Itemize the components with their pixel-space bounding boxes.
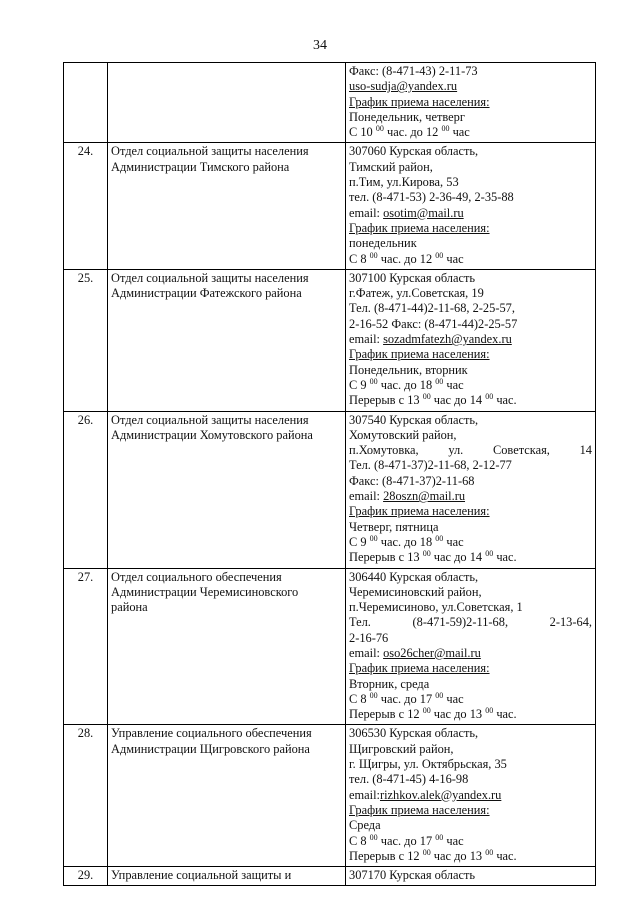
table-body [64,63,596,886]
info-line: 306530 Курская область, [349,726,479,741]
superscript-minutes: 00 [369,533,378,543]
info-line: г.Фатеж, ул.Советская, 19 [349,286,484,301]
word: (8-471-59)2-11-68, [412,615,509,630]
superscript-minutes: 00 [369,250,378,260]
email-link[interactable]: oso26cher@mail.ru [383,645,481,660]
info-line: Понедельник, вторник [349,362,468,377]
social-protection-directory-table [63,62,596,886]
row-number [64,63,108,143]
schedule-heading: График приема населения: [349,220,490,235]
organization-name [108,63,346,143]
superscript-minutes: 00 [485,706,494,716]
info-line: Четверг, пятница [349,519,439,534]
superscript-minutes: 00 [422,847,431,857]
info-line: С 9 $^{00}$ час. до 18 $^{00}$ час [349,376,464,392]
info-line: Вторник, среда [349,676,430,691]
organization-name [108,269,346,411]
name-line: Отдел социальной защиты населения [111,144,309,159]
contact-info [346,63,596,143]
word: Тел. [349,615,371,630]
info-line: 307100 Курская область [349,270,476,285]
info-line: 307060 Курская область, [349,144,479,159]
info-line: email: osotim@mail.ru [349,205,464,220]
superscript-minutes: 00 [369,376,378,386]
row-number: 26. [64,411,108,568]
info-line: email: oso26cher@mail.ru [349,645,481,660]
name-line: Администрации Щигровского района [111,741,310,756]
word: 14 [579,443,592,458]
table-row [64,411,596,568]
schedule-heading: График приема населения: [349,94,490,109]
row-number: 28. [64,725,108,867]
info-line: Черемисиновский район, [349,584,482,599]
name-line: Отдел социального обеспечения [111,569,282,584]
table-row [64,867,596,886]
table-row [64,269,596,411]
info-line: email: sozadmfatezh@yandex.ru [349,332,512,347]
email-link[interactable]: rizhkov.alek@yandex.ru [379,787,502,802]
superscript-minutes: 00 [422,549,431,559]
contact-info [346,411,596,568]
info-line: понедельник [349,236,417,251]
info-line: С 8 $^{00}$ час. до 17 $^{00}$ час [349,690,464,706]
info-line: Факс: (8-471-37)2-11-68 [349,473,475,488]
info-line: Тимский район, [349,159,433,174]
info-line: С 8 $^{00}$ час. до 12 $^{00}$ час [349,250,464,266]
superscript-minutes: 00 [422,706,431,716]
info-line: С 9 $^{00}$ час. до 18 $^{00}$ час [349,533,464,549]
info-line: email:rizhkov.alek@yandex.ru [349,787,502,802]
contact-info [346,867,596,886]
organization-name [108,725,346,867]
superscript-minutes: 00 [435,533,444,543]
info-line: Перерыв с 13 $^{00}$ час до 14 $^{00}$ час. [349,549,517,565]
info-line: г. Щигры, ул. Октябрьская, 35 [349,757,507,772]
info-line: Тел. (8-471-44)2-11-68, 2-25-57, [349,301,515,316]
info-line: 306440 Курская область, [349,569,479,584]
email-link[interactable]: osotim@mail.ru [383,205,464,220]
contact-info [346,143,596,269]
info-line: 307540 Курская область, [349,412,479,427]
info-line: Перерыв с 12 $^{00}$ час до 13 $^{00}$ час. [349,847,517,863]
info-line: 307170 Курская область [349,868,476,883]
info-line: п.Черемисиново, ул.Советская, 1 [349,600,523,615]
superscript-minutes: 00 [485,549,494,559]
contact-info [346,568,596,725]
schedule-heading: График приема населения: [349,802,490,817]
info-line: Понедельник, четверг [349,109,465,124]
name-line: Отдел социальной защиты населения [111,412,309,427]
superscript-minutes: 00 [485,847,494,857]
name-line: Управление социального обеспечения [111,726,312,741]
page-number: 34 [313,38,327,53]
superscript-minutes: 00 [435,690,444,700]
organization-name [108,411,346,568]
superscript-minutes: 00 [441,124,450,134]
info-line: 2-16-76 [349,630,389,645]
row-number: 25. [64,269,108,411]
info-line: Хомутовский район, [349,427,457,442]
superscript-minutes: 00 [422,392,431,402]
organization-name [108,143,346,269]
email-link[interactable]: uso-sudja@yandex.ru [349,79,458,94]
superscript-minutes: 00 [369,690,378,700]
name-line: Управление социальной защиты и [111,868,292,883]
schedule-heading: График приема населения: [349,347,490,362]
info-line: Перерыв с 12 $^{00}$ час до 13 $^{00}$ час. [349,706,517,722]
info-line: п.Тим, ул.Кирова, 53 [349,175,459,190]
name-line: Администрации Черемисиновского [111,584,299,599]
info-line: С 8 $^{00}$ час. до 17 $^{00}$ час [349,832,464,848]
word: Советская, [492,443,550,458]
info-line [349,443,592,458]
name-line: Администрации Хомутовского района [111,427,313,442]
email-link[interactable]: 28oszn@mail.ru [383,489,466,504]
info-line: Тел. (8-471-37)2-11-68, 2-12-77 [349,458,512,473]
superscript-minutes: 00 [435,376,444,386]
info-line: Щигровский район, [349,741,454,756]
superscript-minutes: 00 [375,124,384,134]
info-line: С 10 $^{00}$ час. до 12 $^{00}$ час [349,124,470,140]
name-line: Администрации Фатежского района [111,286,302,301]
superscript-minutes: 00 [369,832,378,842]
word: п.Хомутовка, [349,443,419,458]
info-line [349,615,592,630]
word: ул. [448,443,464,458]
schedule-heading: График приема населения: [349,661,490,676]
row-number: 24. [64,143,108,269]
info-line: Среда [349,818,381,833]
table-row [64,568,596,725]
info-line: 2-16-52 Факс: (8-471-44)2-25-57 [349,316,518,331]
name-line: района [111,600,148,615]
organization-name [108,568,346,725]
name-line: Отдел социальной защиты населения [111,270,309,285]
info-line: тел. (8-471-45) 4-16-98 [349,772,469,787]
superscript-minutes: 00 [435,832,444,842]
email-link[interactable]: sozadmfatezh@yandex.ru [383,332,512,347]
table-row [64,725,596,867]
word: 2-13-64, [549,615,592,630]
name-line: Администрации Тимского района [111,159,290,174]
contact-info [346,725,596,867]
schedule-heading: График приема населения: [349,504,490,519]
info-line: тел. (8-471-53) 2-36-49, 2-35-88 [349,190,514,205]
info-line: Факс: (8-471-43) 2-11-73 [349,64,478,78]
info-line: Перерыв с 13 $^{00}$ час до 14 $^{00}$ час. [349,392,517,408]
table-row [64,143,596,269]
contact-info [346,269,596,411]
organization-name [108,867,346,886]
superscript-minutes: 00 [485,392,494,402]
row-number: 27. [64,568,108,725]
info-line: email: 28oszn@mail.ru [349,489,466,504]
table-row-continued [64,63,596,143]
row-number: 29. [64,867,108,886]
superscript-minutes: 00 [435,250,444,260]
